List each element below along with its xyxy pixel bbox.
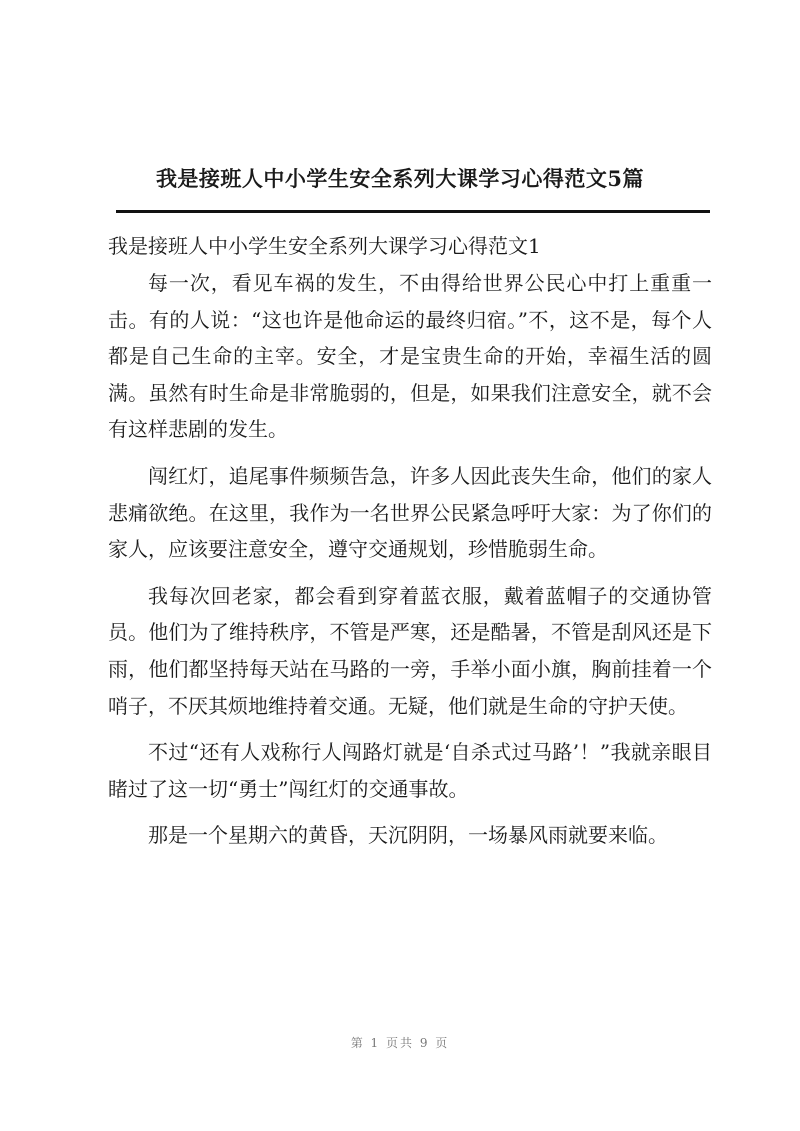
title-divider [116,210,710,213]
paragraph: 不过“还有人戏称行人闯路灯就是‘自杀式过马路’！”我就亲眼目睹过了这一切“勇士”闯红灯的交通事故。 [108,740,712,801]
document-title: 我是接班人中小学生安全系列大课学习心得范文5篇 [155,166,645,191]
section-subtitle: 我是接班人中小学生安全系列大课学习心得范文1 [108,234,541,258]
paragraph: 那是一个星期六的黄昏，天沉阴阴，一场暴风雨就要来临。 [148,823,668,848]
paragraph: 闯红灯，追尾事件频频告急，许多人因此丧失生命，他们的家人悲痛欲绝。在这里，我作为一名世界公民紧急呼吁大家：为了你们的家人，应该要注意安全，遵守交通规划，珍惜脆弱生命。 [108,463,712,562]
paragraph: 每一次，看见车祸的发生，不由得给世界公民心中打上重重一击。有的人说：“这也许是他命运的最终归宿。”不，这不是，每个人都是自己生命的主宰。安全，才是宝贵生命的开始，幸福生活的圆满。虽然有时生命是非常脆弱的，但是，如果我们注意安全，就不会有这样悲剧的发生。 [108,270,712,442]
document-body [108,228,712,864]
paragraph: 我每次回老家，都会看到穿着蓝衣服，戴着蓝帽子的交通协管员。他们为了维持秩序，不管是严寒，还是酷暑，不管是刮风还是下雨，他们都坚持每天站在马路的一旁，手举小面小旗，胸前挂着一个哨子，不厌其烦地维持着交通。无疑，他们就是生命的守护天使。 [108,583,712,718]
page-number: 第 1 页共 9 页 [350,1036,450,1050]
